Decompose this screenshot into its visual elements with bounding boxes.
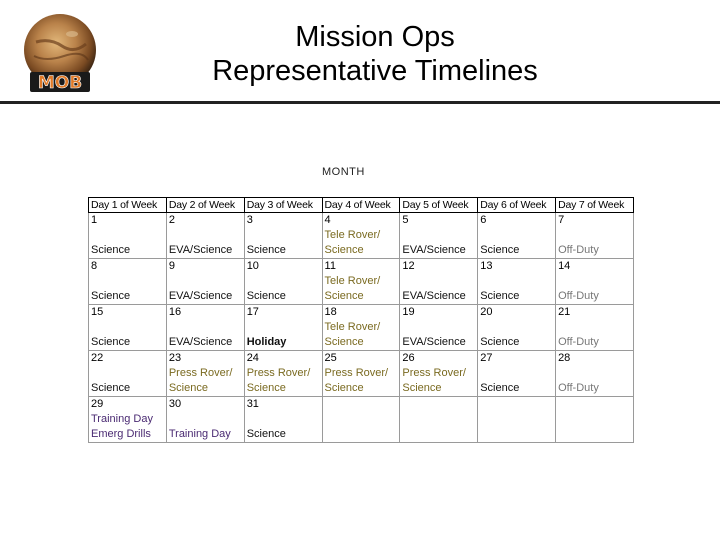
calendar-day-cell [478, 397, 556, 443]
calendar-day-cell [89, 351, 167, 397]
day-activity: EVA/Science [402, 336, 466, 348]
calendar-week-row [89, 397, 634, 443]
day-activity [558, 366, 633, 381]
title-line-1: Mission Ops [295, 21, 455, 53]
day-number: 14 [558, 260, 571, 272]
calendar-day-cell [400, 305, 478, 351]
calendar-week-row [89, 351, 634, 397]
day-activity: Holiday [246, 336, 287, 348]
calendar-day-cell [89, 213, 167, 259]
calendar-day-cell [244, 305, 322, 351]
day-activity: Emerg Drills [91, 428, 151, 440]
day-number: 12 [402, 260, 415, 272]
day-activity: EVA/Science [168, 336, 233, 348]
day-number: 1 [91, 214, 98, 226]
day-activity: Science [168, 382, 208, 394]
calendar-day-cell [400, 351, 478, 397]
calendar-day-cell [322, 397, 400, 443]
day-number: 18 [324, 306, 337, 318]
day-activity [402, 412, 477, 427]
day-header: Day 3 of Week [244, 198, 322, 213]
title-line-2: Representative Timelines [212, 55, 538, 87]
day-number: 30 [168, 398, 182, 410]
day-number: 8 [91, 260, 98, 272]
slide-title [150, 20, 600, 88]
day-activity [480, 412, 555, 427]
day-activity [480, 366, 555, 381]
calendar-day-cell [166, 397, 244, 443]
day-number: 22 [91, 352, 104, 364]
day-activity [558, 274, 633, 289]
day-activity: Science [324, 290, 364, 302]
calendar-day-cell [166, 259, 244, 305]
day-number: 24 [246, 352, 259, 364]
day-number: 13 [480, 260, 493, 272]
month-label: MONTH [322, 166, 365, 178]
day-activity [558, 412, 633, 427]
day-activity: Science [402, 382, 442, 394]
day-activity: Science [480, 336, 520, 348]
day-header: Day 2 of Week [166, 198, 244, 213]
day-number: 10 [246, 260, 259, 272]
day-activity: Science [91, 382, 131, 394]
day-number: 7 [558, 214, 565, 226]
calendar-day-cell [89, 305, 167, 351]
mob-mars-logo [16, 12, 104, 96]
calendar-table [88, 197, 634, 443]
calendar-day-cell [244, 397, 322, 443]
day-header: Day 6 of Week [478, 198, 556, 213]
calendar-day-cell [400, 213, 478, 259]
day-activity [91, 366, 166, 381]
day-activity: EVA/Science [168, 244, 233, 256]
day-activity [247, 274, 322, 289]
day-activity: Science [91, 290, 131, 302]
calendar-day-cell [478, 259, 556, 305]
day-activity: Press Rover/ [168, 367, 233, 379]
day-header: Day 7 of Week [556, 198, 634, 213]
day-activity: EVA/Science [168, 290, 233, 302]
day-number [480, 397, 555, 412]
day-activity: Science [324, 382, 364, 394]
day-number: 9 [168, 260, 175, 272]
day-activity: Training Day [168, 428, 231, 440]
day-number: 25 [324, 352, 337, 364]
day-activity: Science [324, 336, 364, 348]
day-header: Day 1 of Week [89, 198, 167, 213]
day-activity: Tele Rover/ [324, 229, 381, 241]
day-number: 23 [168, 352, 182, 364]
day-activity [169, 320, 244, 335]
day-activity [169, 274, 244, 289]
day-number [402, 397, 477, 412]
day-number: 21 [558, 306, 571, 318]
day-number: 31 [246, 398, 259, 410]
day-activity: Science [246, 382, 286, 394]
day-activity: Science [91, 244, 131, 256]
day-activity: Science [324, 244, 364, 256]
day-activity: Training Day [91, 413, 153, 425]
day-activity: Science [480, 382, 520, 394]
day-number: 29 [91, 398, 104, 410]
calendar-day-cell [322, 351, 400, 397]
calendar-day-cell [322, 259, 400, 305]
day-activity [325, 412, 400, 427]
day-activity [402, 274, 477, 289]
day-number: 27 [480, 352, 493, 364]
day-activity: Off-Duty [558, 290, 599, 302]
day-activity [558, 427, 633, 442]
day-activity [247, 228, 322, 243]
calendar-day-cell [556, 213, 634, 259]
calendar-day-cell [556, 305, 634, 351]
day-activity: Off-Duty [558, 244, 599, 256]
day-activity: Science [480, 244, 520, 256]
day-activity [558, 228, 633, 243]
day-number: 26 [402, 352, 415, 364]
day-activity: Press Rover/ [402, 367, 466, 379]
day-activity [402, 427, 477, 442]
title-divider [0, 101, 720, 104]
day-activity: EVA/Science [402, 290, 466, 302]
day-number: 4 [324, 214, 331, 226]
day-activity: Off-Duty [558, 382, 599, 394]
day-activity [402, 228, 477, 243]
day-activity: Tele Rover/ [324, 321, 381, 333]
day-activity [480, 427, 555, 442]
calendar-body [89, 213, 634, 443]
logo-text: MOB [37, 73, 83, 93]
day-activity [325, 427, 400, 442]
day-activity: Press Rover/ [324, 367, 389, 379]
calendar-day-cell [244, 351, 322, 397]
day-activity: Press Rover/ [246, 367, 311, 379]
day-number: 20 [480, 306, 493, 318]
calendar-day-cell [89, 259, 167, 305]
day-number: 15 [91, 306, 104, 318]
day-number: 28 [558, 352, 571, 364]
day-number: 5 [402, 214, 409, 226]
day-activity: Science [246, 290, 286, 302]
day-header: Day 5 of Week [400, 198, 478, 213]
day-number: 3 [246, 214, 253, 226]
calendar-day-cell [166, 305, 244, 351]
day-activity [91, 274, 166, 289]
day-activity: Science [91, 336, 131, 348]
day-activity [402, 320, 477, 335]
day-activity [480, 320, 555, 335]
day-activity: Tele Rover/ [324, 275, 381, 287]
calendar-day-cell [478, 213, 556, 259]
day-activity [91, 320, 166, 335]
calendar-day-cell [322, 213, 400, 259]
calendar-day-cell [400, 259, 478, 305]
calendar-day-cell [478, 351, 556, 397]
day-activity [480, 228, 555, 243]
day-number: 6 [480, 214, 487, 226]
calendar-day-cell [166, 351, 244, 397]
day-activity [91, 228, 166, 243]
day-number: 16 [168, 306, 182, 318]
calendar-day-cell [89, 397, 167, 443]
calendar-day-cell [322, 305, 400, 351]
calendar-day-cell [556, 351, 634, 397]
calendar-day-cell [244, 213, 322, 259]
day-activity: Science [246, 244, 286, 256]
day-activity [169, 412, 244, 427]
calendar-day-cell [400, 397, 478, 443]
day-activity: Off-Duty [558, 336, 599, 348]
day-activity [558, 320, 633, 335]
day-activity: Science [480, 290, 520, 302]
day-number: 17 [246, 306, 259, 318]
day-number: 19 [402, 306, 415, 318]
calendar-week-row [89, 213, 634, 259]
calendar-day-cell [166, 213, 244, 259]
day-number: 2 [168, 214, 175, 226]
calendar-week-row [89, 259, 634, 305]
day-number [325, 397, 400, 412]
calendar-day-cell [478, 305, 556, 351]
calendar-day-cell [244, 259, 322, 305]
calendar-day-cell [556, 397, 634, 443]
day-activity [247, 320, 322, 335]
day-number [558, 397, 633, 412]
calendar-week-row [89, 305, 634, 351]
calendar-day-cell [556, 259, 634, 305]
header-row [89, 198, 634, 213]
day-number: 11 [324, 260, 336, 272]
day-activity: Science [246, 428, 286, 440]
day-header: Day 4 of Week [322, 198, 400, 213]
day-activity [247, 412, 322, 427]
day-activity [169, 228, 244, 243]
day-activity: EVA/Science [402, 244, 466, 256]
day-activity [480, 274, 555, 289]
